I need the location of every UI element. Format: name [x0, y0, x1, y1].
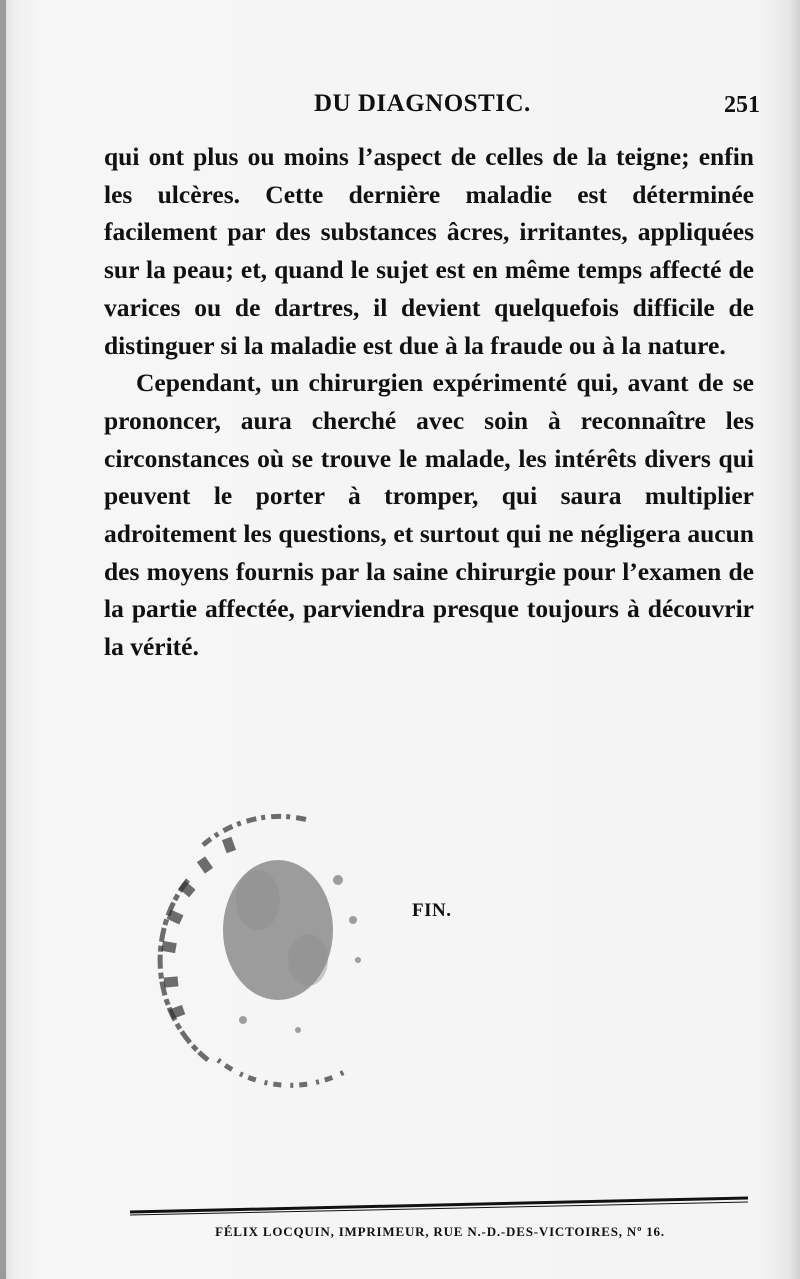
paragraph-2: Cependant, un chirurgien expérimenté qui, avant de se prononcer, aura cherché avec soin à reconnaître les circonstances où se trouve le malade, les intérêts divers qui peuvent le porter à tromper, qui saura multiplier adroitement les questions, et surtout qui ne négligera aucun des moyens fournis par la saine chirurgie pour l’examen de la partie affectée, parviendra presque toujours à découvrir la vérité.	[104, 368, 754, 662]
page-gutter-shadow	[0, 0, 6, 1279]
page-number: 251	[724, 92, 760, 118]
printer-imprint: FÉLIX LOCQUIN, IMPRIMEUR, RUE N.-D.-DES-VICTOIRES, Nº 16.	[215, 1224, 665, 1239]
body-text	[104, 138, 754, 666]
library-stamp-seal	[148, 790, 408, 1090]
paragraph-1: qui ont plus ou moins l’aspect de celles de la teigne; enfin les ulcères. Cette dernière maladie est déterminée facilement par des substances âcres, irritantes, appliquées sur la peau; et, quand le sujet est en même temps affecté de varices ou de dartres, il devient quelquefois difficile de distinguer si la maladie est due à la fraude ou à la nature.	[104, 142, 754, 360]
imprint-rule	[130, 1196, 748, 1218]
running-head	[104, 90, 764, 130]
running-title: DU DIAGNOSTIC.	[314, 90, 531, 117]
end-mark: FIN.	[412, 900, 452, 921]
